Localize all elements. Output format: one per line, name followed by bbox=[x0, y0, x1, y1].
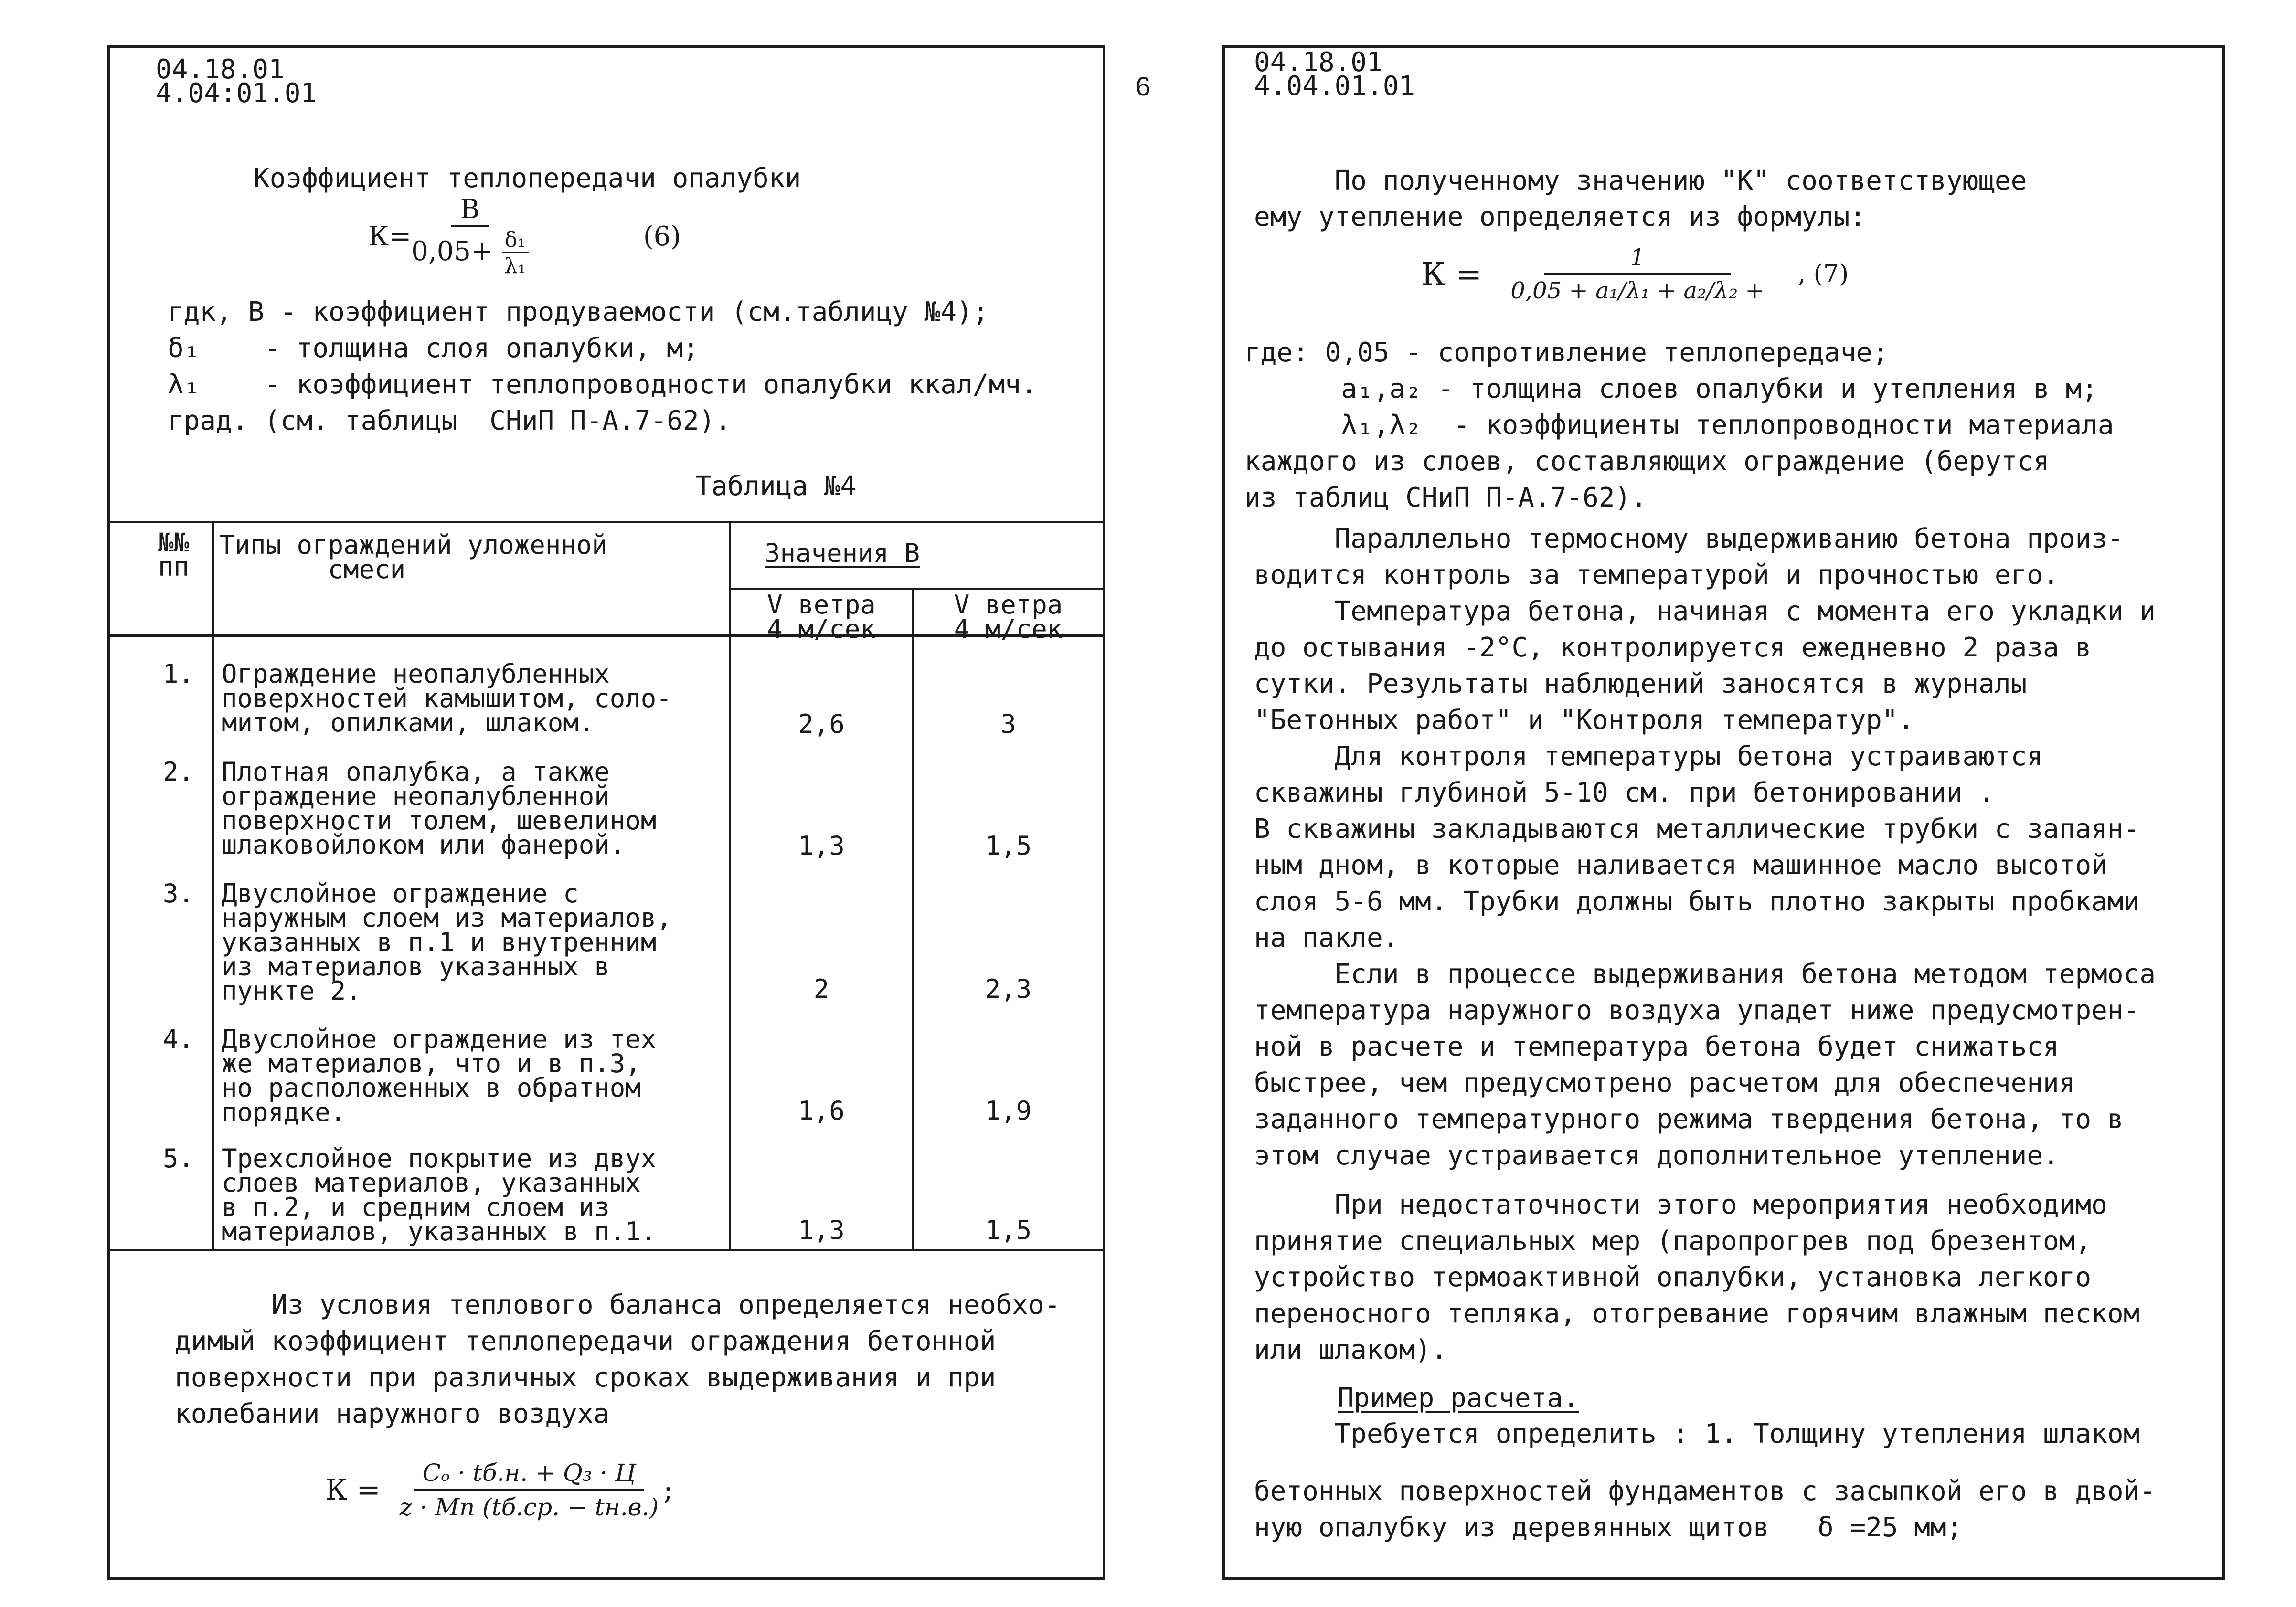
row-number: 5. bbox=[163, 1143, 194, 1174]
legend-line: λ₁ - коэффициент теплопроводности опалубки ккал/мч. bbox=[168, 369, 1037, 400]
table-title: Таблица №4 bbox=[695, 471, 857, 502]
row-v2: 1,9 bbox=[985, 1096, 1032, 1126]
formula-denominator: 0,05 + a₁/λ₁ + a₂/λ₂ + bbox=[1510, 277, 1765, 304]
col-divider bbox=[912, 588, 914, 1249]
control-paragraph: Параллельно термосному выдерживанию бетона произ- водится контроль за температурой и прочностью его. Температура бетона, начиная с момента его укладки и до остывания -2°С, контролируется ежедневно 2 раза в сутки. Результаты наблюдений заносятся в журналы "Бетонных работ" и "Контроля температур". Для контроля температуры бетона устраиваются скважины глубиной 5-10 см. при бетонировании . В скважины закладываются металлические трубки с запаян- ным дном, в которые наливается машинное масло высотой слоя 5-6 мм. Трубки должны быть плотно закрыты пробками на пакле. Если в процессе выдерживания бетона методом термоса температура наружного воздуха упадет ниже предусмотрен- ной в расчете и температура бетона будет снижаться быстрее, чем предусмотрено расчетом для обеспечения заданного температурного режима твердения бетона, то в этом случае устраивается дополнительное утепление. bbox=[1254, 523, 2156, 1171]
header-type: Типы ограждений уложенной смеси bbox=[219, 530, 607, 584]
row-v2: 1,5 bbox=[985, 1215, 1032, 1245]
heat-transfer-formula bbox=[325, 1459, 673, 1521]
example-title: Пример расчета. bbox=[1338, 1383, 1579, 1414]
table-top-rule bbox=[110, 521, 1103, 523]
row-v1: 2 bbox=[813, 974, 829, 1004]
row-v1: 1,3 bbox=[798, 1215, 845, 1245]
den-den: λ₁ bbox=[504, 254, 526, 278]
row-text: Ограждение неопалубленных поверхностей камышитом, соло- митом, опилками, шлаком. bbox=[222, 659, 672, 738]
doc-code-line: 04.18.01 bbox=[156, 54, 285, 85]
formula-7 bbox=[1421, 244, 1849, 304]
formula-denominator: z · Mп (tб.ср. − tн.в.) bbox=[399, 1493, 659, 1521]
formula-lhs: К = bbox=[1421, 255, 1482, 293]
doc-code-line: 4.04:01.01 bbox=[156, 78, 317, 109]
formula-numerator: Cₒ · tб.н. + Q₃ · Ц bbox=[414, 1459, 645, 1491]
row-v1: 2,6 bbox=[798, 709, 845, 739]
row-number: 2. bbox=[163, 757, 194, 787]
row-v2: 2,3 bbox=[985, 974, 1032, 1004]
row-text: Двуслойное ограждение из тех же материалов, что и в п.3, но расположенных в обратном порядке. bbox=[222, 1024, 657, 1127]
legend-line: град. (см. таблицы СНиП П-А.7-62). bbox=[168, 405, 732, 436]
formula-numerator: 1 bbox=[1544, 244, 1731, 275]
formula-label: (6) bbox=[643, 221, 681, 252]
row-text: Плотная опалубка, а также ограждение неопалубленной поверхности толем, шевелином шлаковойлоком или фанерой. bbox=[222, 757, 657, 860]
right-doc-code bbox=[1254, 47, 1415, 102]
row-v2: 3 bbox=[1000, 709, 1016, 739]
measures-paragraph: При недостаточности этого мероприятия необходимо принятие специальных мер (паропрогрев под брезентом, устройство термоактивной опалубки, установка легкого переносного тепляка, отогревание горячим влажным песком или шлаком). bbox=[1254, 1189, 2140, 1365]
row-v1: 1,6 bbox=[798, 1096, 845, 1126]
formula-6 bbox=[368, 196, 681, 277]
formula-denominator bbox=[411, 227, 529, 277]
formula-lhs: К= bbox=[368, 221, 412, 252]
doc-code-line: 4.04.01.01 bbox=[1254, 71, 1415, 102]
row-text: Двуслойное ограждение с наружным слоем из материалов, указанных в п.1 и внутренним из материалов указанных в пункте 2. bbox=[222, 878, 672, 1006]
formula-numerator: В bbox=[451, 196, 488, 227]
formula-fraction bbox=[411, 196, 529, 277]
den-num: δ₁ bbox=[502, 230, 529, 253]
row-number: 3. bbox=[163, 878, 194, 909]
formula-tail: ; bbox=[663, 1473, 673, 1507]
table-bottom-rule bbox=[110, 1249, 1103, 1251]
header-values: Значения В bbox=[765, 538, 920, 568]
den-const: 0,05+ bbox=[411, 236, 493, 267]
row-v1: 1,3 bbox=[798, 831, 845, 861]
requirement-line: Требуется определить : 1. Толщину утепления шлаком bbox=[1254, 1418, 2140, 1449]
legend-line: δ₁ - толщина слоя опалубки, м; bbox=[168, 333, 699, 364]
row-number: 1. bbox=[163, 659, 194, 689]
header-v2: V ветра 4 м/сек bbox=[954, 590, 1063, 644]
intro-paragraph: По полученному значению "К" соответствующее ему утепление определяется из формулы: bbox=[1254, 165, 2027, 233]
left-doc-code bbox=[156, 54, 317, 109]
header-number: №№ пп bbox=[158, 528, 190, 582]
col-divider bbox=[212, 521, 214, 1249]
row-v2: 1,5 bbox=[985, 831, 1032, 861]
right-page bbox=[1222, 45, 2225, 1580]
doc-code-line: 04.18.01 bbox=[1254, 47, 1383, 78]
formula-lhs: К = bbox=[325, 1473, 381, 1507]
header-v1: V ветра 4 м/сек bbox=[767, 590, 876, 644]
den-fraction bbox=[502, 230, 529, 277]
left-page bbox=[107, 45, 1105, 1580]
row-number: 4. bbox=[163, 1024, 194, 1054]
last-paragraph: бетонных поверхностей фундаментов с засыпкой его в двой- ную опалубку из деревянных щитов δ =25 мм; bbox=[1254, 1476, 2156, 1543]
page-number: 6 bbox=[1136, 71, 1151, 101]
heat-balance-paragraph: Из условия теплового баланса определяется необхо- димый коэффициент теплопередачи ограждения бетонной поверхности при различных сроках выдерживания и при колебании наружного воздуха bbox=[175, 1290, 1061, 1429]
formula-heading: Коэффициент теплопередачи опалубки bbox=[254, 163, 801, 194]
formula-legend bbox=[168, 294, 1037, 439]
row-text: Трехслойное покрытие из двух слоев материалов, указанных в п.2, и средним слоем из материалов, указанных в п.1. bbox=[222, 1143, 657, 1247]
formula-label: , (7) bbox=[1797, 260, 1849, 288]
formula-fraction bbox=[400, 1459, 659, 1521]
legend-line: гдк, В - коэффициент продуваемости (см.таблицу №4); bbox=[168, 296, 989, 328]
formula-fraction bbox=[1510, 244, 1764, 304]
formula-legend: где: 0,05 - сопротивление теплопередаче; a₁,a₂ - толщина слоев опалубки и утепления в м; λ₁,λ₂ - коэффициенты теплопроводности материала каждого из слоев, составляющих ограждение (берутся из таблиц СНиП П-А.7-62). bbox=[1244, 337, 2114, 513]
